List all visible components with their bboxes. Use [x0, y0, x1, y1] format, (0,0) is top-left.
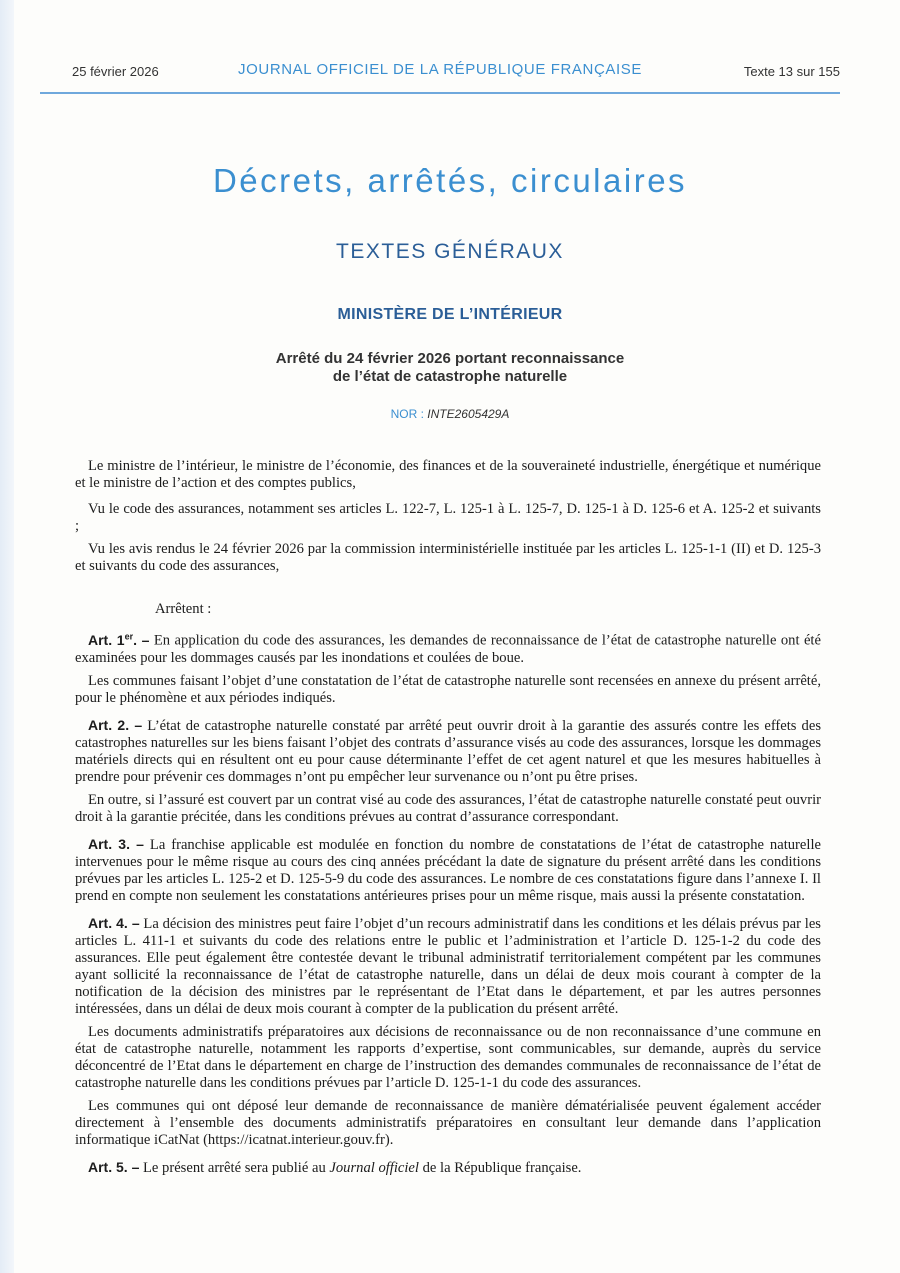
- nor-label: NOR :: [390, 407, 428, 421]
- article-1-label: Art. 1er. –: [88, 631, 150, 648]
- article-1: [75, 628, 821, 667]
- decree-title-line-1: Arrêté du 24 février 2026 portant reconnaissance: [275, 350, 625, 367]
- decree-title: [0, 350, 900, 386]
- preamble-vu-code: Vu le code des assurances, notamment ses articles L. 122-7, L. 125-1 à L. 125-7, D. 125-1 à D. 125-6 et A. 125-2 et suivants ;: [75, 501, 821, 534]
- journal-officiel-link-text: Journal officiel: [329, 1159, 419, 1176]
- article-5: Art. 5. – Le présent arrêté sera publié au Journal officiel de la République française.: [88, 1158, 582, 1176]
- page-header: [40, 60, 840, 94]
- article-4: [75, 915, 821, 1018]
- section-title: Décrets, arrêtés, circulaires: [212, 162, 688, 199]
- article-5-label: Art. 5. –: [88, 1158, 140, 1175]
- article-4-text: La décision des ministres peut faire l’objet d’un recours administratif dans les conditions et les délais prévus par les articles L. 411-1 et suivants du code des relations entre le public et l’administration et l’article D. 125-1-2 du code des assurances. Elle peut également être contestée devant le tribunal administratif territorialement compétent par les communes ayant sollicité la reconnaissance de l’état de catastrophe naturelle, dans un délai de deux mois courant à compter de la notification de la décision des ministres par le représentant de l’Etat dans le département, et par les autres personnes intéressées, dans un délai de deux mois courant à compter de la publication du présent arrêté.: [75, 915, 821, 1017]
- ministry-name: MINISTÈRE DE L’INTÉRIEUR: [337, 306, 563, 323]
- article-4-paragraph-2: Les documents administratifs préparatoires aux décisions de reconnaissance ou de non reconnaissance d’une commune en état de catastrophe naturelle, notamment les rapports d’expertise, sont communicables, sur demande, auprès du service déconcentré de l’Etat dans le département en charge de l’instruction des demandes communales de reconnaissance de l’état de catastrophe naturelle dans les conditions prévues par l’article D. 125-1-1 du code des assurances.: [75, 1023, 821, 1091]
- article-2: [75, 717, 821, 786]
- publication-date: 25 février 2026: [72, 64, 159, 79]
- preamble-vu-avis: Vu les avis rendus le 24 février 2026 par la commission interministérielle instituée par les articles L. 125-1-1 (II) et D. 125-3 et suivants du code des assurances,: [75, 541, 821, 574]
- article-3-text: La franchise applicable est modulée en fonction du nombre de constatations de l’état de catastrophe naturelle intervenues pour le même risque au cours des cinq années précédant la date de signature du présent arrêté dans les conditions prévues par les articles L. 125-2 et D. 125-5-9 du code des assurances. Le nombre de ces constatations figure dans l’annexe I. Il prend en compte non seulement les constatations antérieures prises pour un même risque, mais aussi la présente constatation.: [75, 836, 821, 904]
- article-3-label: Art. 3. –: [88, 835, 144, 852]
- decree-body: [75, 458, 821, 1177]
- decree-title-line-2: de l’état de catastrophe naturelle: [332, 368, 568, 385]
- text-number: Texte 13 sur 155: [743, 64, 840, 79]
- article-3: [75, 836, 821, 905]
- nor-value: INTE2605429A: [427, 407, 510, 421]
- preamble-ministers: Le ministre de l’intérieur, le ministre de l’économie, des finances et de la souveraineté industrielle, énergétique et numérique et le ministre de l’action et des comptes publics,: [75, 458, 821, 491]
- arretent: Arrêtent :: [155, 601, 212, 617]
- article-2-label: Art. 2. –: [88, 716, 143, 733]
- nor-reference: [0, 407, 900, 421]
- article-2-paragraph-2: En outre, si l’assuré est couvert par un contrat visé au code des assurances, l’état de catastrophe naturelle constaté peut ouvrir droit à la garantie précitée, dans les conditions prévues au contrat d’assurance correspondant.: [75, 791, 821, 825]
- article-1-text: En application du code des assurances, les demandes de reconnaissance de l’état de catastrophe naturelle ont été examinées pour les dommages causés par les inondations et coulées de boue.: [75, 632, 821, 666]
- article-2-text: L’état de catastrophe naturelle constaté par arrêté peut ouvrir droit à la garantie des assurés contre les effets des catastrophes naturelles sur les biens faisant l’objet des contrats d’assurance visés au code des assurances, lorsque les dommages matériels directs qui en résultent ont eu pour cause déterminante l’effet de cet agent naturel et que les mesures habituelles à prendre pour prévenir ces dommages n’ont pu empêcher leur survenance ou n’ont pu être prises.: [75, 717, 821, 785]
- journal-title: JOURNAL OFFICIEL DE LA RÉPUBLIQUE FRANÇAISE: [238, 61, 642, 78]
- article-4-paragraph-3: Les communes qui ont déposé leur demande de reconnaissance de manière dématérialisée peuvent également accéder directement à l’ensemble des documents administratifs préparatoires en consultant leur demande dans l’application informatique iCatNat (https://icatnat.interieur.gouv.fr).: [75, 1097, 821, 1148]
- article-4-label: Art. 4. –: [88, 914, 140, 931]
- subsection-title: TEXTES GÉNÉRAUX: [336, 240, 564, 263]
- article-1-paragraph-2: Les communes faisant l’objet d’une constatation de l’état de catastrophe naturelle sont recensées en annexe du présent arrêté, pour le phénomène et aux périodes indiqués.: [75, 672, 821, 706]
- header-rule: [40, 92, 840, 94]
